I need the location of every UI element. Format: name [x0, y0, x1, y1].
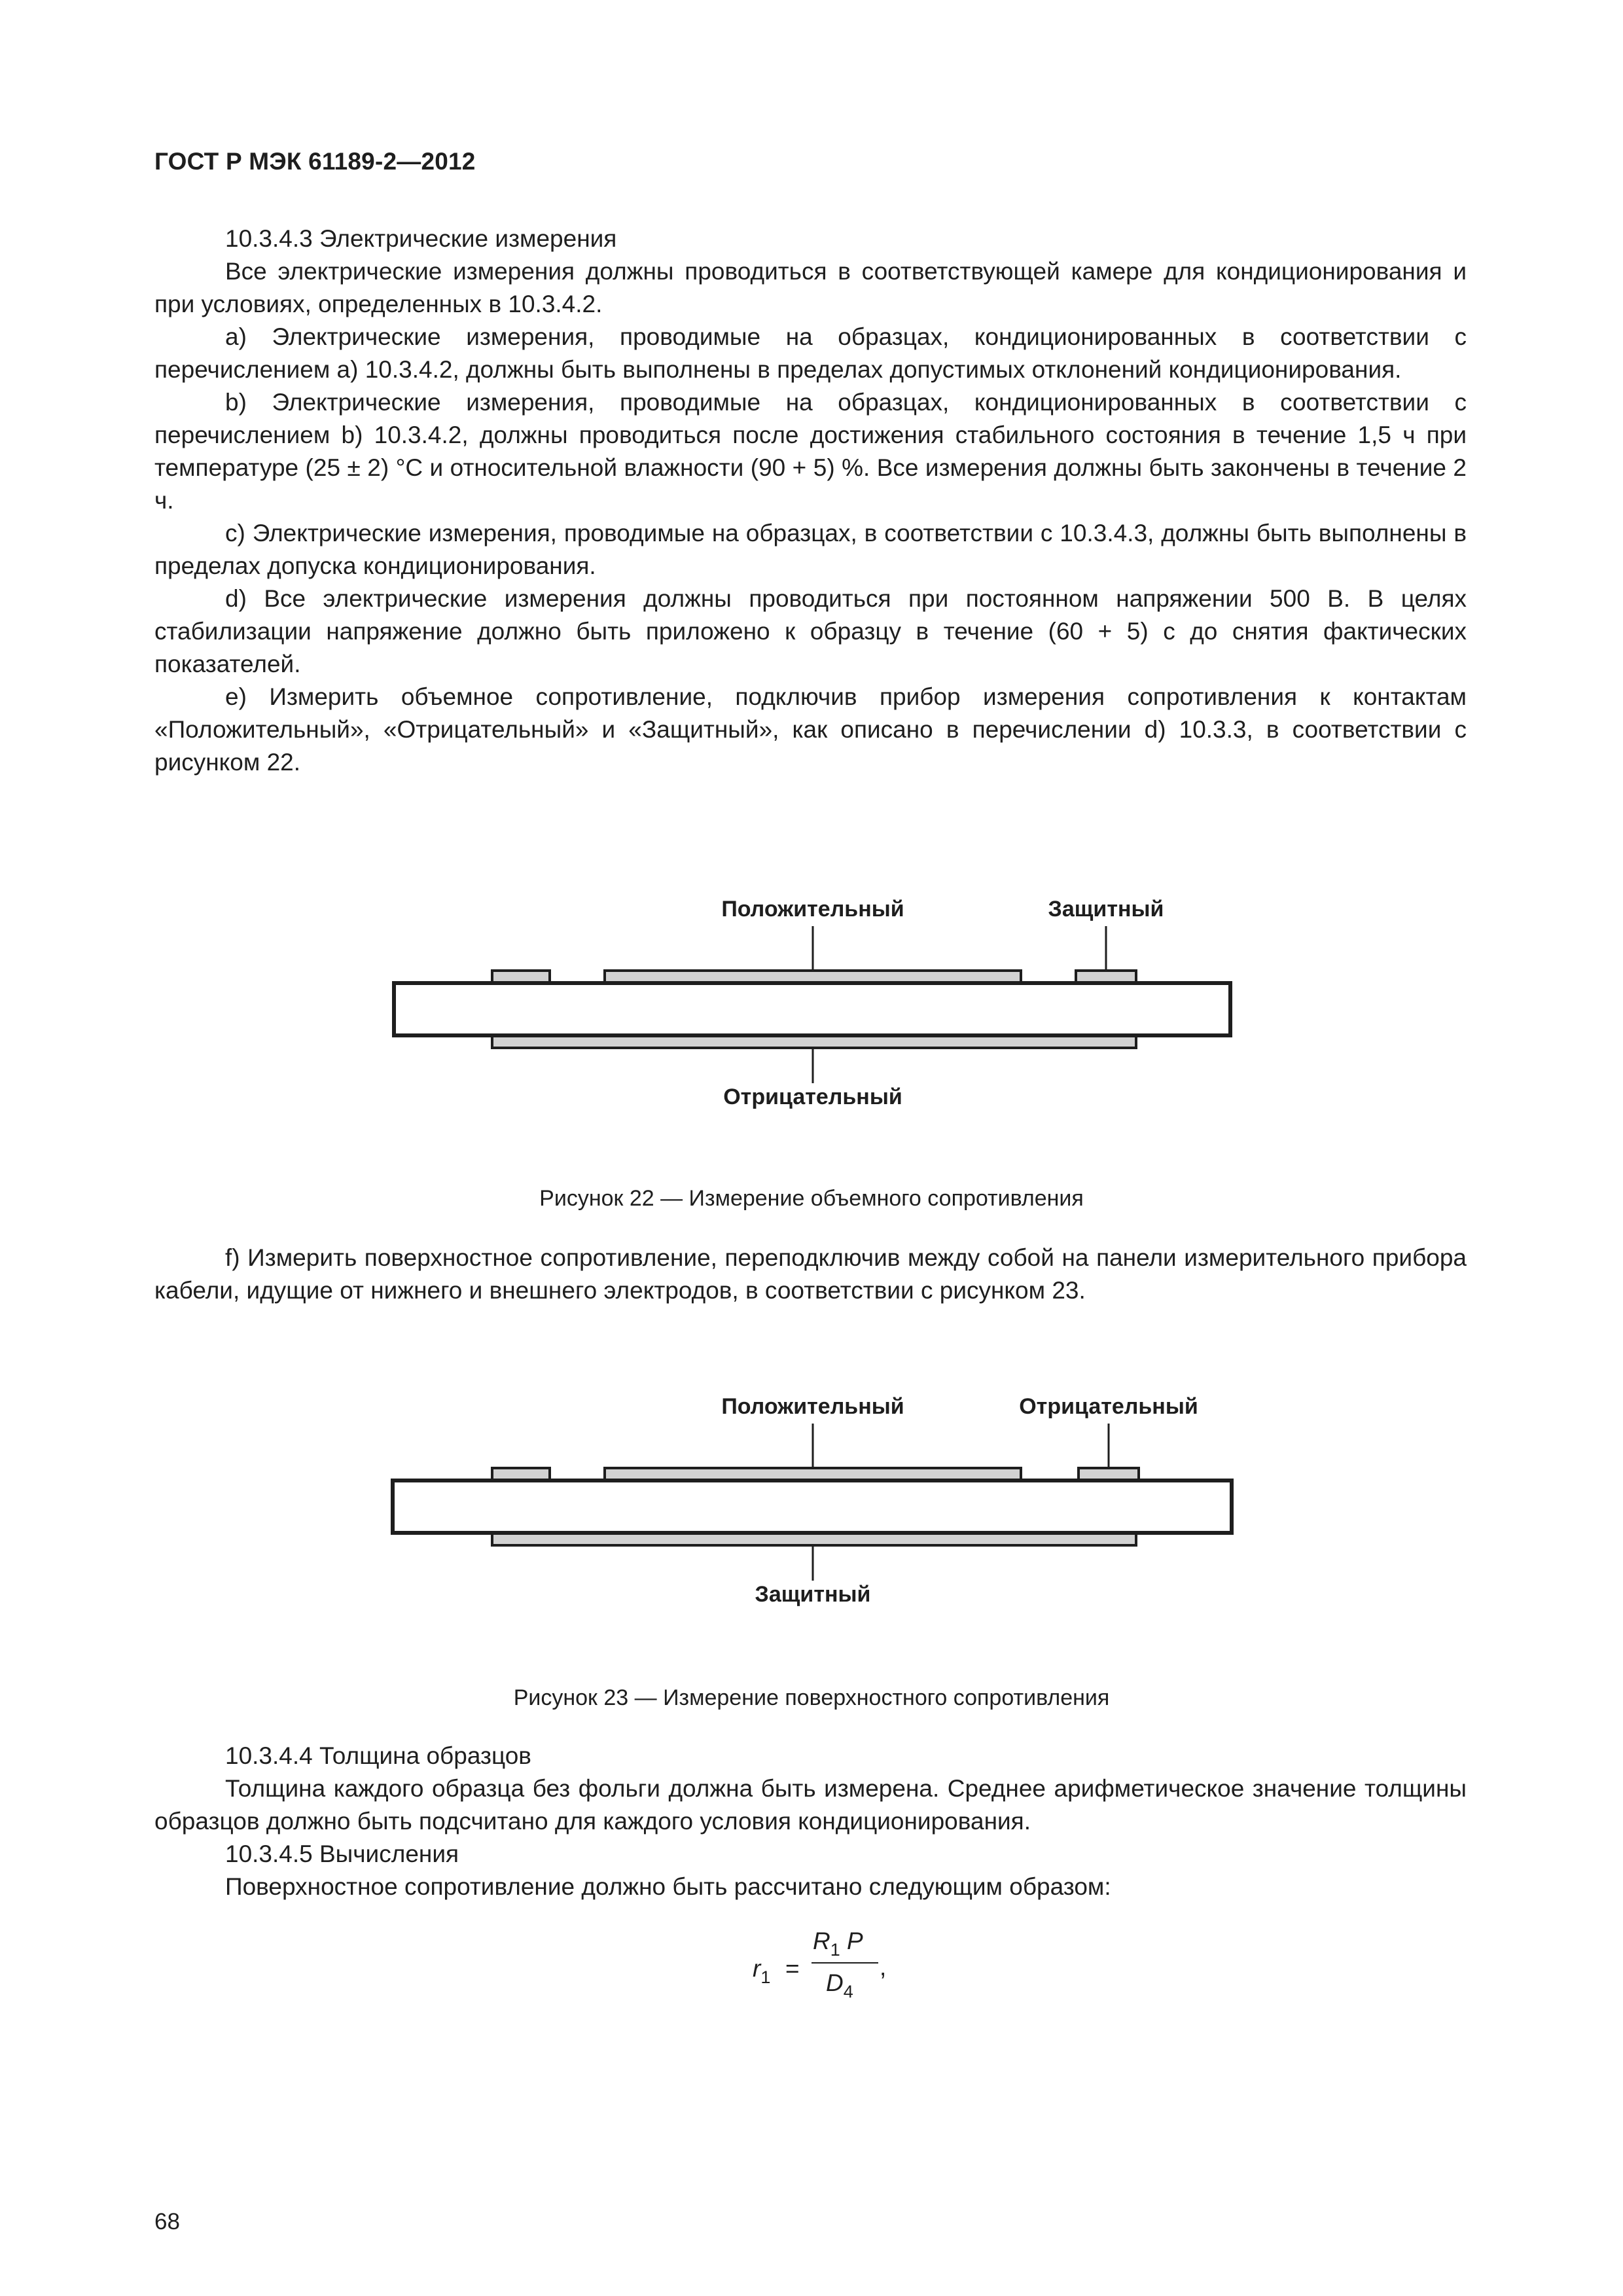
figure-22 — [0, 884, 1623, 1132]
label-positive: Положительный — [721, 897, 904, 922]
electrode-bottom — [492, 1534, 1136, 1545]
paragraph: е) Измерить объемное сопротивление, подключив прибор измерения сопротивления к контактам «Положительный», «Отрицательный» и «Защитный», как описано в перечислении d) 10.3.3, в соответствии с рисунком 22. — [154, 683, 1467, 776]
formula-denominator: $D_4$ — [826, 1969, 853, 2001]
label-negative: Отрицательный — [1019, 1394, 1198, 1419]
label-positive: Положительный — [721, 1394, 904, 1419]
fraction-bar — [812, 1962, 878, 1964]
formula-lhs: $r_1$ — [753, 1955, 771, 1987]
paragraph: 10.3.4.4 Толщина образцов — [225, 1742, 531, 1769]
paragraph: а) Электрические измерения, проводимые на образцах, кондиционированных в соответствии с перечислением а) 10.3.4.2, должны быть выполнены в пределах допустимых отклонений кондиционирования. — [154, 323, 1467, 383]
label-negative: Отрицательный — [723, 1085, 902, 1109]
paragraph: d) Все электрические измерения должны проводиться при постоянном напряжении 500 В. В целях стабилизации напряжение должно быть приложено к образцу в течение (60 + 5) с до снятия фактических показателей. — [154, 585, 1467, 677]
surface-resistance-formula — [753, 1928, 949, 2026]
paragraph: 10.3.4.3 Электрические измерения — [225, 225, 617, 252]
electrode-outer-left — [492, 971, 550, 982]
label-guard: Защитный — [755, 1582, 871, 1607]
electrode-outer-left — [492, 1468, 550, 1480]
electrode-main-top — [605, 1468, 1021, 1480]
paragraph: Все электрические измерения должны проводиться в соответствующей камере для кондиционирования и при условиях, определенных в 10.3.4.2. — [154, 258, 1467, 317]
electrode-bottom — [492, 1036, 1136, 1048]
specimen-board — [394, 983, 1230, 1035]
document-header: ГОСТ Р МЭК 61189-2—2012 — [154, 148, 476, 175]
formula-comma: , — [880, 1954, 887, 1981]
figure-23-caption: Рисунок 23 — Измерение поверхностного сопротивления — [513, 1685, 1110, 1710]
formula-numerator: $R_1$ P — [813, 1928, 863, 1960]
paragraph: с) Электрические измерения, проводимые на образцах, в соответствии с 10.3.4.3, должны быть выполнены в пределах допуска кондиционирования. — [154, 520, 1467, 579]
paragraph: 10.3.4.5 Вычисления — [225, 1840, 459, 1867]
electrode-main-top — [605, 971, 1021, 982]
paragraph: Поверхностное сопротивление должно быть рассчитано следующим образом: — [225, 1873, 1111, 1900]
formula-equals: = — [785, 1955, 800, 1982]
paragraph: Толщина каждого образца без фольги должна быть измерена. Среднее арифметическое значение толщины образцов должно быть подсчитано для каждого условия кондиционирования. — [154, 1775, 1467, 1835]
paragraph: b) Электрические измерения, проводимые на образцах, кондиционированных в соответствии с перечислением b) 10.3.4.2, должны проводиться после достижения стабильного состояния в течение 1,5 ч при температуре (25 ± 2) °С и относительной влажности (90 + 5) %. Все измерения должны быть закончены в течение 2 ч. — [154, 389, 1467, 514]
specimen-board — [393, 1480, 1232, 1533]
page-number: 68 — [154, 2209, 180, 2234]
electrode-outer-right — [1076, 971, 1136, 982]
section-10-3-4-4 — [154, 1740, 1467, 1903]
figure-22-caption: Рисунок 22 — Измерение объемного сопротивления — [539, 1186, 1084, 1211]
section-item-f — [154, 1242, 1467, 1307]
label-guard: Защитный — [1048, 897, 1164, 922]
section-10-3-4-3 — [154, 223, 1467, 779]
electrode-outer-right — [1079, 1468, 1139, 1480]
figure-23 — [0, 1381, 1623, 1630]
paragraph: f) Измерить поверхностное сопротивление, переподключив между собой на панели измерительного прибора кабели, идущие от нижнего и внешнего электродов, в соответствии с рисунком 23. — [154, 1244, 1467, 1304]
